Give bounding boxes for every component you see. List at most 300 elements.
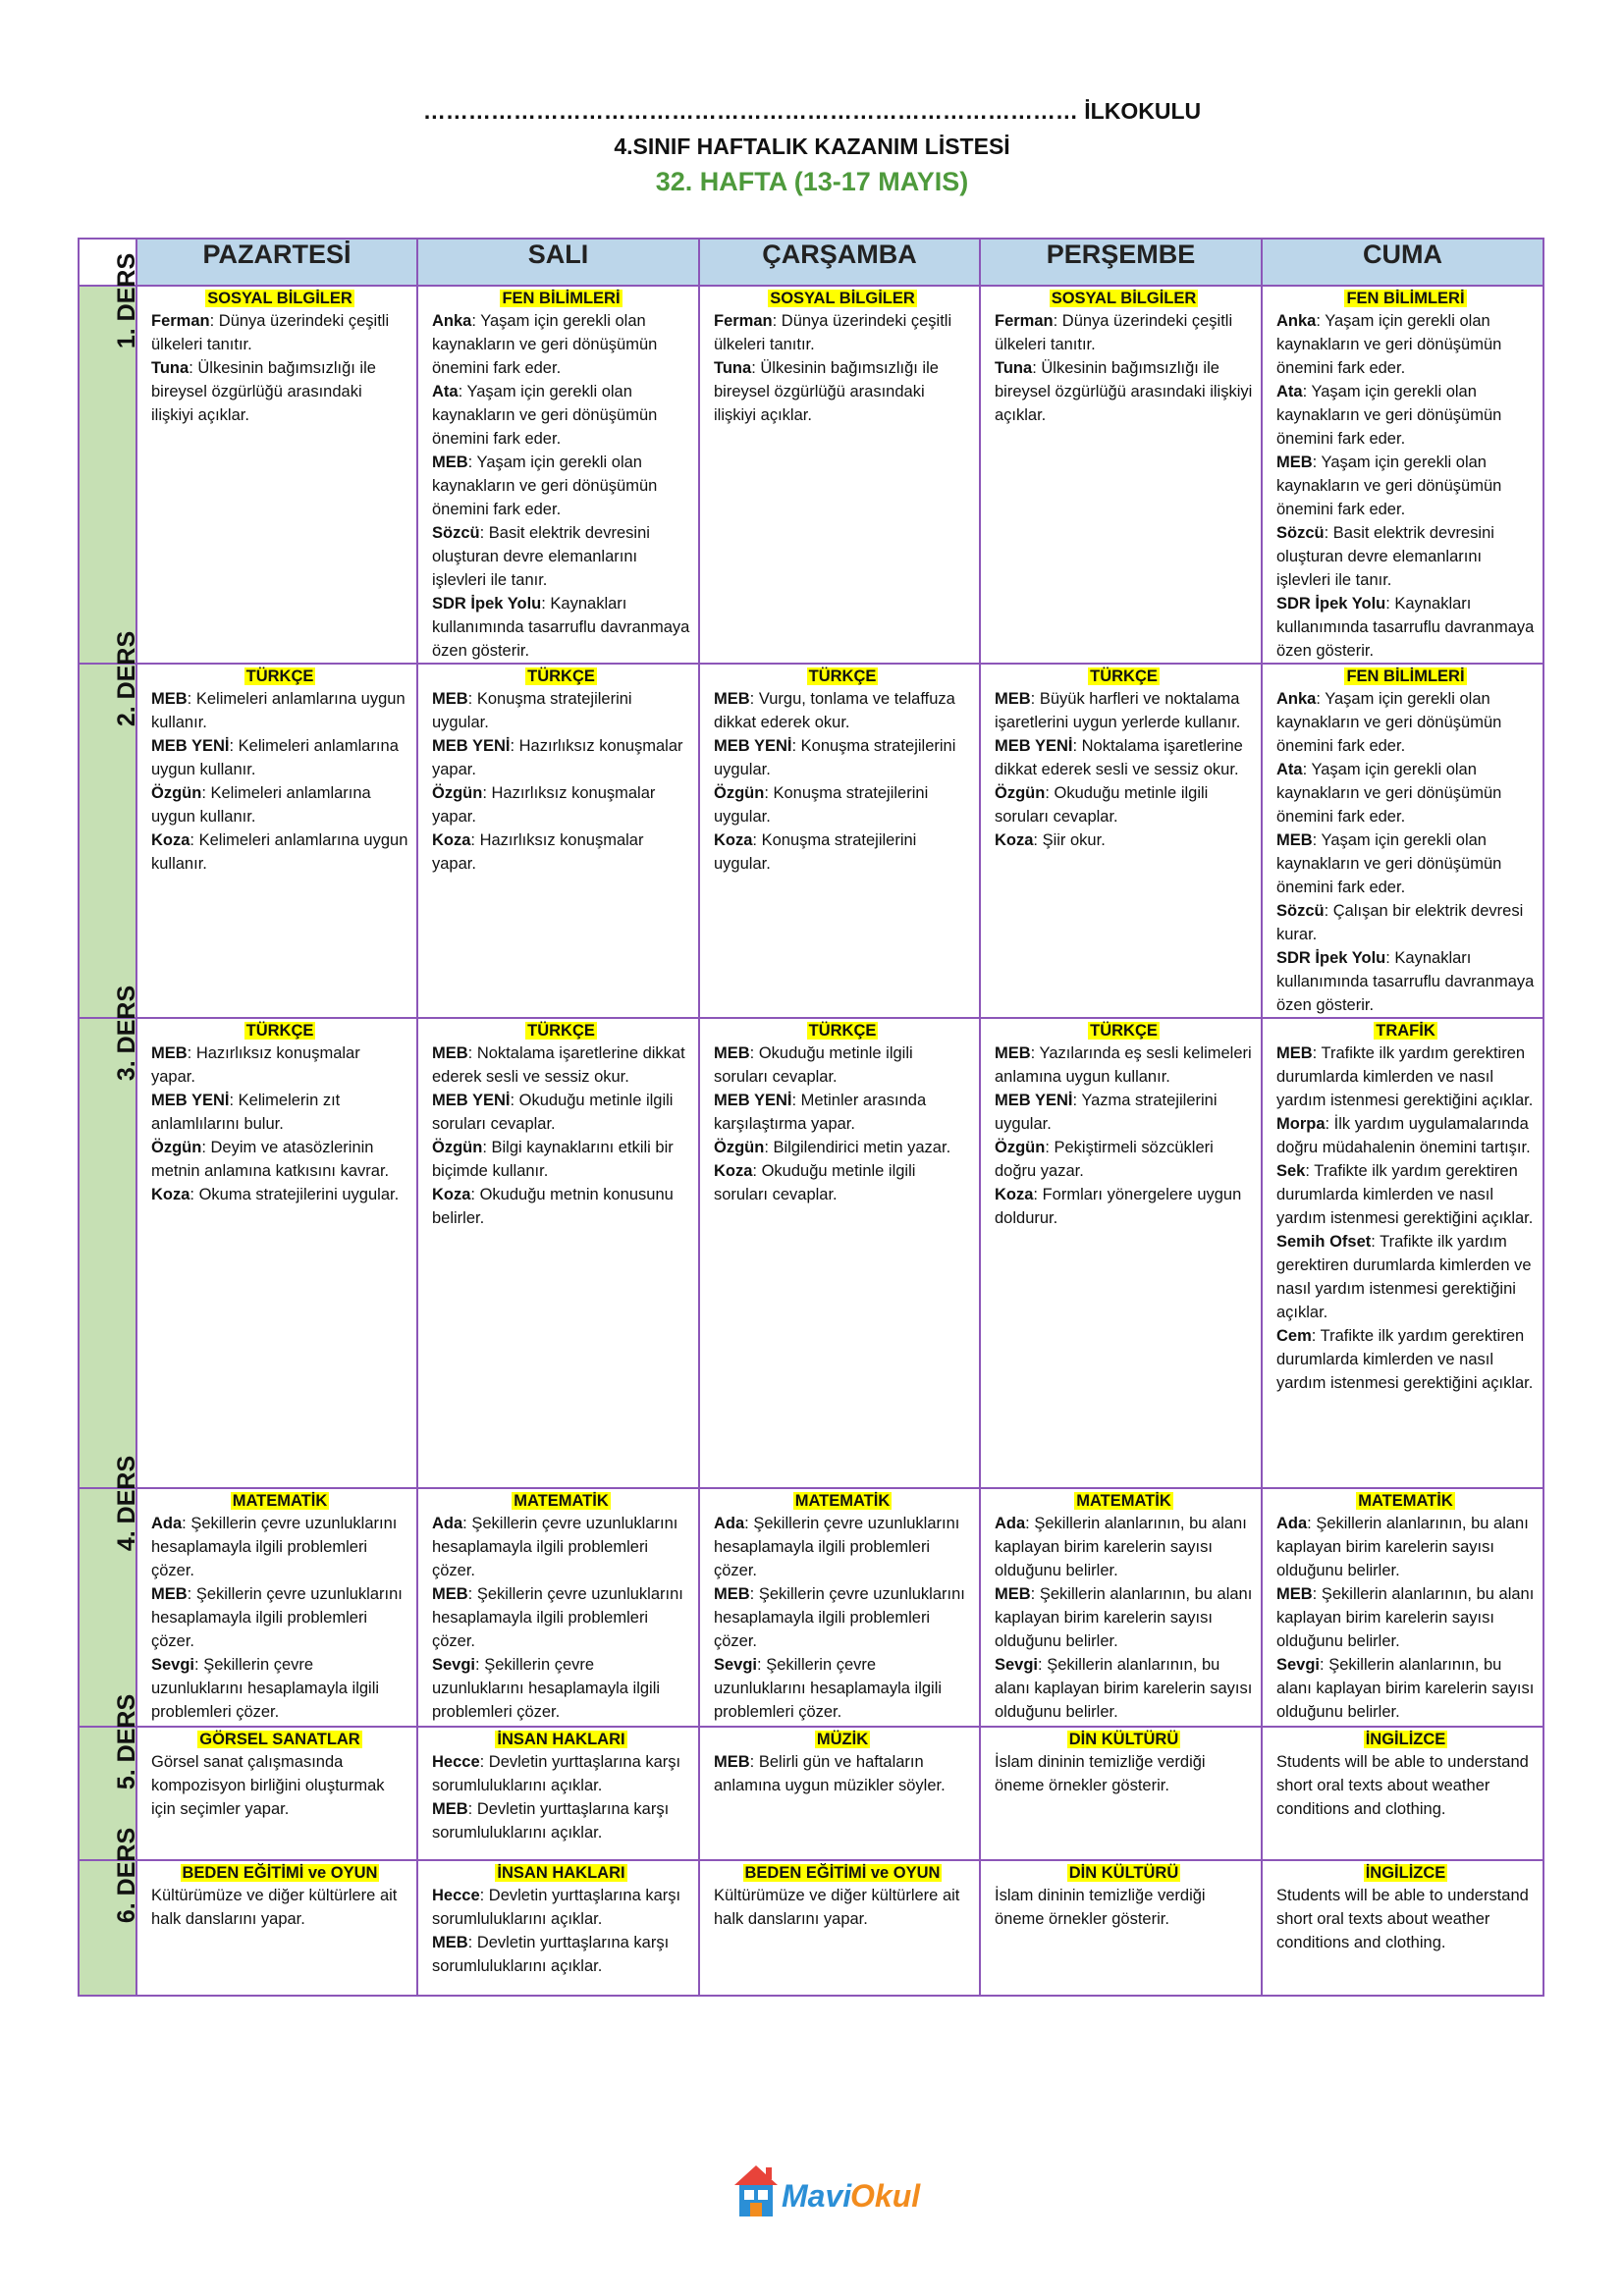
publisher-name: Koza	[432, 1186, 471, 1203]
publisher-name: MEB	[714, 1753, 750, 1771]
publisher-name: Ata	[432, 383, 459, 400]
outcome-text: : Formları yönergelere uygun doldurur.	[995, 1186, 1242, 1227]
outcome-text: : Kaynakları kullanımında tasarruflu davranmaya özen gösterir.	[1276, 949, 1535, 1014]
outcome-text: : Deyim ve atasözlerinin metnin anlamına katkısını kavrar.	[151, 1139, 390, 1180]
publisher-name: MEB	[151, 1585, 188, 1603]
outcome-entry	[714, 1512, 971, 1582]
publisher-name: MEB	[432, 1934, 468, 1951]
publisher-name: MEB	[995, 1044, 1031, 1062]
outcome-entry	[432, 521, 690, 592]
outcome-text: : Trafikte ilk yardım gerektiren durumlarda kimlerden ve nasıl yardım istenmesi gerektiğini açıklar.	[1276, 1233, 1532, 1321]
outcome-entry	[995, 734, 1253, 781]
outcome-text: : Metinler arasında karşılaştırma yapar.	[714, 1092, 927, 1133]
outcome-text: : Okuduğu metinle ilgili soruları cevaplar.	[995, 784, 1209, 826]
outcome-entry	[432, 1582, 690, 1653]
subject-highlight: FEN BİLİMLERİ	[1346, 290, 1465, 307]
publisher-name: Ada	[714, 1515, 745, 1532]
subject-highlight: TRAFİK	[1376, 1022, 1435, 1040]
outcome-text: Kültürümüze ve diğer kültürlere ait halk danslarını yapar.	[714, 1887, 960, 1928]
subject-title	[432, 1020, 690, 1041]
outcome-text: : Konuşma stratejilerini uygular.	[714, 737, 956, 778]
outcome-entry	[995, 828, 1253, 852]
schedule-cell	[136, 1488, 417, 1727]
outcome-entry	[432, 451, 690, 521]
subject-title	[151, 666, 408, 687]
publisher-name: Ada	[432, 1515, 463, 1532]
schedule-cell	[417, 1727, 699, 1860]
schedule-cell	[136, 1727, 417, 1860]
publisher-name: MEB	[714, 1044, 750, 1062]
lesson-row	[79, 286, 1543, 664]
outcome-entry	[151, 356, 408, 427]
subject-title	[714, 1862, 971, 1884]
subject-highlight: MATEMATİK	[1076, 1492, 1171, 1510]
lesson-row	[79, 1018, 1543, 1488]
lesson-label: 6. DERS	[113, 1827, 141, 1924]
outcome-entry	[714, 1136, 971, 1159]
outcome-text: Görsel sanat çalışmasında kompozisyon birliğini oluşturmak için seçimler yapar.	[151, 1753, 385, 1818]
outcome-text: : Konuşma stratejilerini uygular.	[714, 831, 917, 873]
outcome-text: : Şekillerin çevre uzunluklarını hesaplamayla ilgili problemleri çözer.	[714, 1515, 960, 1579]
publisher-name: Özgün	[151, 784, 202, 802]
subject-title	[151, 288, 408, 309]
outcome-entry	[995, 1653, 1253, 1724]
publisher-name: MEB	[1276, 1044, 1313, 1062]
publisher-name: MEB YENİ	[714, 737, 792, 755]
subject-title	[432, 1729, 690, 1750]
publisher-name: Semih Ofset	[1276, 1233, 1372, 1251]
subject-highlight: GÖRSEL SANATLAR	[199, 1731, 360, 1748]
outcome-text: : Ülkesinin bağımsızlığı ile bireysel özgürlüğü arasındaki ilişkiyi açıklar.	[714, 359, 939, 424]
publisher-name: Koza	[995, 1186, 1034, 1203]
outcome-text: Students will be able to understand short oral texts about weather conditions and clothing.	[1276, 1753, 1529, 1818]
subject-title	[151, 1862, 408, 1884]
subject-highlight: İNSAN HAKLARI	[497, 1864, 625, 1882]
lesson-label: 5. DERS	[113, 1693, 141, 1790]
subject-highlight: FEN BİLİMLERİ	[502, 290, 621, 307]
lesson-label: 4. DERS	[113, 1455, 141, 1552]
subject-title	[714, 1490, 971, 1512]
outcome-entry	[714, 1041, 971, 1089]
subject-title	[1276, 1020, 1535, 1041]
outcome-text: : Yaşam için gerekli olan kaynakların ve geri dönüşümün önemini fark eder.	[432, 383, 658, 448]
outcome-text: : Kelimeleri anlamlarına uygun kullanır.	[151, 690, 406, 731]
subject-title	[1276, 1729, 1535, 1750]
publisher-name: Koza	[995, 831, 1034, 849]
subject-title	[1276, 1490, 1535, 1512]
publisher-name: Ada	[151, 1515, 183, 1532]
subject-title	[151, 1729, 408, 1750]
schedule-cell	[1262, 286, 1543, 664]
outcome-text: : Okuduğu metinle ilgili soruları cevaplar.	[432, 1092, 674, 1133]
subject-title	[432, 288, 690, 309]
lesson-row	[79, 664, 1543, 1018]
outcome-text: : Hazırlıksız konuşmalar yapar.	[432, 737, 683, 778]
outcome-entry	[151, 828, 408, 876]
outcome-text: : Bilgi kaynaklarını etkili bir biçimde kullanır.	[432, 1139, 674, 1180]
outcome-text: : Kelimelerin zıt anlamlılarını bulur.	[151, 1092, 341, 1133]
outcome-entry	[432, 1512, 690, 1582]
publisher-name: Morpa	[1276, 1115, 1326, 1133]
outcome-text: : Pekiştirmeli sözcükleri doğru yazar.	[995, 1139, 1214, 1180]
day-header-wednesday: ÇARŞAMBA	[699, 239, 980, 286]
outcome-text: : Şekillerin alanlarının, bu alanı kaplayan birim karelerin sayısı olduğunu belirler.	[995, 1656, 1253, 1721]
outcome-entry	[151, 687, 408, 734]
outcome-text: : Yaşam için gerekli olan kaynakların ve geri dönüşümün önemini fark eder.	[1276, 454, 1502, 518]
subject-highlight: TÜRKÇE	[1090, 1022, 1158, 1040]
publisher-name: MEB	[995, 690, 1031, 708]
subject-title	[432, 666, 690, 687]
publisher-name: MEB	[151, 1044, 188, 1062]
publisher-name: MEB YENİ	[151, 1092, 230, 1109]
publisher-name: Sevgi	[1276, 1656, 1321, 1674]
outcome-entry	[1276, 1653, 1535, 1724]
publisher-name: MEB YENİ	[714, 1092, 792, 1109]
outcome-entry	[151, 734, 408, 781]
publisher-name: MEB	[995, 1585, 1031, 1603]
outcome-entry	[432, 734, 690, 781]
publisher-name: Özgün	[714, 784, 765, 802]
outcome-text: : Hazırlıksız konuşmalar yapar.	[432, 784, 656, 826]
outcome-text: : Şiir okur.	[1033, 831, 1106, 849]
publisher-name: MEB	[151, 690, 188, 708]
lesson-label-cell	[79, 1827, 141, 1996]
publisher-name: MEB YENİ	[995, 737, 1073, 755]
outcome-entry	[714, 1089, 971, 1136]
schedule-cell	[136, 1018, 417, 1488]
publisher-name: Koza	[714, 831, 753, 849]
schedule-cell	[980, 1860, 1262, 1996]
publisher-name: Özgün	[714, 1139, 765, 1156]
outcome-text: : Kelimeleri anlamlarına uygun kullanır.	[151, 784, 371, 826]
subject-highlight: SOSYAL BİLGİLER	[207, 290, 352, 307]
outcome-entry	[995, 1512, 1253, 1582]
publisher-name: Sevgi	[714, 1656, 758, 1674]
schedule-cell	[417, 1488, 699, 1727]
outcome-text: : Yaşam için gerekli olan kaynakların ve geri dönüşümün önemini fark eder.	[1276, 690, 1502, 755]
subject-title	[151, 1020, 408, 1041]
outcome-text: : Devletin yurttaşlarına karşı sorumluluklarını açıklar.	[432, 1800, 670, 1842]
outcome-entry	[995, 1089, 1253, 1136]
lesson-label-cell	[79, 985, 141, 1488]
outcome-text: Students will be able to understand short oral texts about weather conditions and clothing.	[1276, 1887, 1529, 1951]
lesson-label: 3. DERS	[113, 985, 141, 1082]
outcome-text: : Kelimeleri anlamlarına uygun kullanır.	[151, 831, 408, 873]
subject-highlight: MÜZİK	[816, 1731, 869, 1748]
publisher-name: Koza	[714, 1162, 753, 1180]
subject-highlight: MATEMATİK	[794, 1492, 891, 1510]
day-header-thursday: PERŞEMBE	[980, 239, 1262, 286]
subject-title	[714, 666, 971, 687]
publisher-name: Sevgi	[995, 1656, 1039, 1674]
outcome-entry	[1276, 451, 1535, 521]
outcome-text: : Okuduğu metinle ilgili soruları cevaplar.	[714, 1162, 916, 1203]
publisher-name: Koza	[432, 831, 471, 849]
outcome-entry	[1276, 1582, 1535, 1653]
outcome-text: İslam dininin temizliğe verdiği öneme örnekler gösterir.	[995, 1753, 1206, 1794]
subject-title	[995, 1862, 1253, 1884]
subject-title	[995, 666, 1253, 687]
publisher-name: MEB	[1276, 1585, 1313, 1603]
outcome-entry	[151, 1750, 408, 1821]
outcome-text: : Şekillerin çevre uzunluklarını hesaplamayla ilgili problemleri çözer.	[151, 1656, 380, 1721]
outcome-entry	[151, 1089, 408, 1136]
schedule-cell	[980, 1488, 1262, 1727]
schedule-cell	[980, 664, 1262, 1018]
outcome-text: : Ülkesinin bağımsızlığı ile bireysel özgürlüğü arasındaki ilişkiyi açıklar.	[151, 359, 376, 424]
subject-title	[432, 1490, 690, 1512]
publisher-name: MEB	[714, 690, 750, 708]
outcome-text: : Noktalama işaretlerine dikkat ederek sesli ve sessiz okur.	[432, 1044, 685, 1086]
subject-title	[1276, 666, 1535, 687]
outcome-entry	[714, 356, 971, 427]
schedule-cell	[1262, 1018, 1543, 1488]
lesson-label-cell	[79, 1455, 141, 1727]
outcome-text: : Şekillerin alanlarının, bu alanı kaplayan birim karelerin sayısı olduğunu belirler.	[1276, 1656, 1535, 1721]
outcome-entry	[1276, 309, 1535, 380]
subject-title	[714, 1729, 971, 1750]
outcome-text: : Dünya üzerindeki çeşitli ülkeleri tanıtır.	[995, 312, 1233, 353]
schedule-cell	[1262, 1488, 1543, 1727]
outcome-entry	[432, 1750, 690, 1797]
outcome-text: : Okuma stratejilerini uygular.	[189, 1186, 400, 1203]
outcome-text: : Şekillerin çevre uzunluklarını hesaplamayla ilgili problemleri çözer.	[714, 1656, 943, 1721]
subject-highlight: MATEMATİK	[1358, 1492, 1453, 1510]
subject-title	[1276, 288, 1535, 309]
subject-title	[995, 1020, 1253, 1041]
outcome-text: : Çalışan bir elektrik devresi kurar.	[1276, 902, 1524, 943]
outcome-text: : Şekillerin çevre uzunluklarını hesaplamayla ilgili problemleri çözer.	[432, 1515, 678, 1579]
outcome-text: : Şekillerin alanlarının, bu alanı kaplayan birim karelerin sayısı olduğunu belirler.	[995, 1515, 1247, 1579]
subject-highlight: DİN KÜLTÜRÜ	[1068, 1864, 1179, 1882]
outcome-text: : Yaşam için gerekli olan kaynakların ve geri dönüşümün önemini fark eder.	[1276, 312, 1502, 377]
lesson-row	[79, 1860, 1543, 1996]
outcome-entry	[714, 687, 971, 734]
outcome-text: : Kelimeleri anlamlarına uygun kullanır.	[151, 737, 399, 778]
outcome-entry	[432, 309, 690, 380]
outcome-entry	[714, 309, 971, 356]
publisher-name: Tuna	[714, 359, 752, 377]
publisher-name: MEB	[714, 1585, 750, 1603]
outcome-text: : Hazırlıksız konuşmalar yapar.	[432, 831, 644, 873]
outcome-entry	[995, 1884, 1253, 1931]
outcome-text: : Devletin yurttaşlarına karşı sorumluluklarını açıklar.	[432, 1753, 681, 1794]
school-name: …………………………………………………………………………… İLKOKULU	[422, 98, 1202, 124]
publisher-name: Sözcü	[1276, 524, 1325, 542]
maviokul-logo	[731, 2158, 921, 2222]
outcome-entry	[432, 781, 690, 828]
schedule-cell	[136, 664, 417, 1018]
outcome-text: : Kaynakları kullanımında tasarruflu davranmaya özen gösterir.	[1276, 595, 1535, 660]
subject-title	[151, 1490, 408, 1512]
outcome-entry	[432, 1136, 690, 1183]
schedule-cell	[417, 1860, 699, 1996]
outcome-entry	[1276, 1750, 1535, 1821]
outcome-entry	[1276, 828, 1535, 899]
publisher-name: Sevgi	[432, 1656, 476, 1674]
outcome-text: : Dünya üzerindeki çeşitli ülkeleri tanıtır.	[151, 312, 390, 353]
schedule-cell	[699, 1860, 980, 1996]
subject-highlight: TÜRKÇE	[245, 667, 314, 685]
publisher-name: Cem	[1276, 1327, 1312, 1345]
outcome-text: : Devletin yurttaşlarına karşı sorumluluklarını açıklar.	[432, 1934, 670, 1975]
week-title: 32. HAFTA (13-17 MAYIS)	[655, 167, 969, 196]
outcome-text: : Okuduğu metnin konusunu belirler.	[432, 1186, 674, 1227]
outcome-text: : Şekillerin çevre uzunluklarını hesaplamayla ilgili problemleri çözer.	[432, 1585, 683, 1650]
outcome-entry	[432, 1183, 690, 1230]
outcome-entry	[151, 1512, 408, 1582]
publisher-name: SDR İpek Yolu	[432, 595, 542, 613]
publisher-name: MEB YENİ	[432, 737, 511, 755]
publisher-name: Sevgi	[151, 1656, 195, 1674]
outcome-text: : Devletin yurttaşlarına karşı sorumluluklarını açıklar.	[432, 1887, 681, 1928]
publisher-name: MEB	[432, 690, 468, 708]
publisher-name: Ata	[1276, 383, 1303, 400]
outcome-entry	[714, 828, 971, 876]
outcome-text: : Ülkesinin bağımsızlığı ile bireysel özgürlüğü arasındaki ilişkiyi açıklar.	[995, 359, 1253, 424]
outcome-entry	[432, 380, 690, 451]
outcome-entry	[995, 1582, 1253, 1653]
outcome-text: : Trafikte ilk yardım gerektiren durumlarda kimlerden ve nasıl yardım istenmesi gerektiğini açıklar.	[1276, 1162, 1534, 1227]
outcome-entry	[1276, 946, 1535, 1017]
publisher-name: MEB YENİ	[432, 1092, 511, 1109]
publisher-name: Ata	[1276, 761, 1303, 778]
outcome-text: : Vurgu, tonlama ve telaffuza dikkat ederek okur.	[714, 690, 955, 731]
outcome-text: : Hazırlıksız konuşmalar yapar.	[151, 1044, 360, 1086]
schedule-cell	[699, 664, 980, 1018]
outcome-entry	[1276, 687, 1535, 758]
publisher-name: Hecce	[432, 1887, 480, 1904]
outcome-entry	[1276, 1324, 1535, 1395]
publisher-name: Ferman	[151, 312, 210, 330]
subject-highlight: FEN BİLİMLERİ	[1346, 667, 1465, 685]
outcome-text: : Belirli gün ve haftaların anlamına uygun müzikler söyler.	[714, 1753, 946, 1794]
outcome-text: : Trafikte ilk yardım gerektiren durumlarda kimlerden ve nasıl yardım istenmesi gerektiğini açıklar.	[1276, 1327, 1534, 1392]
outcome-text: : Yaşam için gerekli olan kaynakların ve geri dönüşümün önemini fark eder.	[1276, 383, 1502, 448]
outcome-entry	[995, 1750, 1253, 1797]
lesson-label: 2. DERS	[113, 630, 141, 727]
subject-highlight: BEDEN EĞİTİMİ ve OYUN	[182, 1864, 378, 1882]
subject-highlight: SOSYAL BİLGİLER	[770, 290, 915, 307]
publisher-name: Tuna	[151, 359, 189, 377]
schedule-cell	[136, 286, 417, 664]
schedule-cell	[417, 664, 699, 1018]
outcome-entry	[714, 1582, 971, 1653]
outcome-entry	[1276, 380, 1535, 451]
outcome-entry	[714, 1653, 971, 1724]
outcome-entry	[995, 781, 1253, 828]
subject-highlight: BEDEN EĞİTİMİ ve OYUN	[744, 1864, 941, 1882]
publisher-name: SDR İpek Yolu	[1276, 595, 1386, 613]
outcome-entry	[995, 1136, 1253, 1183]
publisher-name: Ada	[1276, 1515, 1308, 1532]
subject-highlight: MATEMATİK	[514, 1492, 609, 1510]
publisher-name: Anka	[432, 312, 472, 330]
outcome-entry	[995, 687, 1253, 734]
outcome-text: : Yaşam için gerekli olan kaynakların ve geri dönüşümün önemini fark eder.	[1276, 761, 1502, 826]
outcome-text: : Konuşma stratejilerini uygular.	[714, 784, 929, 826]
publisher-name: MEB YENİ	[151, 737, 230, 755]
outcome-text: : Bilgilendirici metin yazar.	[764, 1139, 951, 1156]
publisher-name: Özgün	[432, 784, 483, 802]
outcome-entry	[714, 734, 971, 781]
subject-highlight: TÜRKÇE	[808, 667, 877, 685]
outcome-text: : Şekillerin çevre uzunluklarını hesaplamayla ilgili problemleri çözer.	[151, 1515, 398, 1579]
subject-highlight: TÜRKÇE	[527, 667, 595, 685]
outcome-text: İslam dininin temizliğe verdiği öneme örnekler gösterir.	[995, 1887, 1206, 1928]
publisher-name: Ada	[995, 1515, 1026, 1532]
outcome-entry	[714, 1750, 971, 1797]
outcome-entry	[1276, 1884, 1535, 1954]
publisher-name: Hecce	[432, 1753, 480, 1771]
publisher-name: MEB	[1276, 831, 1313, 849]
outcome-entry	[1276, 758, 1535, 828]
publisher-name: MEB	[432, 454, 468, 471]
outcome-text: : Basit elektrik devresini oluşturan devre elemanlarını işlevleri ile tanır.	[432, 524, 650, 589]
outcome-entry	[432, 1797, 690, 1844]
publisher-name: SDR İpek Yolu	[1276, 949, 1386, 967]
publisher-name: MEB YENİ	[995, 1092, 1073, 1109]
outcome-entry	[432, 687, 690, 734]
publisher-name: Tuna	[995, 359, 1033, 377]
outcome-entry	[432, 1041, 690, 1089]
subject-highlight: İNGİLİZCE	[1365, 1864, 1446, 1882]
outcome-text: : Yaşam için gerekli olan kaynakların ve geri dönüşümün önemini fark eder.	[432, 454, 658, 518]
day-header-friday: CUMA	[1262, 239, 1543, 286]
subject-highlight: SOSYAL BİLGİLER	[1051, 290, 1197, 307]
outcome-text: : Trafikte ilk yardım gerektiren durumlarda kimlerden ve nasıl yardım istenmesi gerektiğini açıklar.	[1276, 1044, 1534, 1109]
outcome-text: : Şekillerin alanlarının, bu alanı kaplayan birim karelerin sayısı olduğunu belirler.	[1276, 1515, 1529, 1579]
subject-title	[714, 1020, 971, 1041]
outcome-entry	[151, 309, 408, 356]
publisher-name: Anka	[1276, 312, 1317, 330]
outcome-entry	[995, 309, 1253, 356]
schedule-cell	[136, 1860, 417, 1996]
outcome-text: : Yaşam için gerekli olan kaynakların ve geri dönüşümün önemini fark eder.	[1276, 831, 1502, 896]
outcome-text: : Şekillerin alanlarının, bu alanı kaplayan birim karelerin sayısı olduğunu belirler.	[1276, 1585, 1535, 1650]
publisher-name: Özgün	[432, 1139, 483, 1156]
outcome-text: : Şekillerin alanlarının, bu alanı kaplayan birim karelerin sayısı olduğunu belirler.	[995, 1585, 1253, 1650]
outcome-entry	[432, 1653, 690, 1724]
publisher-name: Sek	[1276, 1162, 1306, 1180]
outcome-entry	[714, 1159, 971, 1206]
subject-highlight: DİN KÜLTÜRÜ	[1068, 1731, 1179, 1748]
outcome-entry	[714, 781, 971, 828]
subject-title	[995, 1729, 1253, 1750]
day-header-tuesday: SALI	[417, 239, 699, 286]
schedule-cell	[699, 286, 980, 664]
outcome-text: : Şekillerin çevre uzunluklarını hesaplamayla ilgili problemleri çözer.	[432, 1656, 661, 1721]
lesson-label: 1. DERS	[113, 252, 141, 349]
subject-title	[995, 1490, 1253, 1512]
subject-highlight: TÜRKÇE	[1090, 667, 1158, 685]
days-header-row	[79, 239, 1543, 286]
publisher-name: Özgün	[151, 1139, 202, 1156]
subject-highlight: MATEMATİK	[232, 1492, 328, 1510]
schedule-cell	[699, 1488, 980, 1727]
outcome-entry	[995, 1183, 1253, 1230]
publisher-name: MEB	[432, 1800, 468, 1818]
outcome-entry	[151, 1136, 408, 1183]
schedule-table	[78, 238, 1544, 1997]
outcome-entry	[1276, 1512, 1535, 1582]
outcome-text: : Noktalama işaretlerine dikkat ederek sesli ve sessiz okur.	[995, 737, 1243, 778]
publisher-name: Özgün	[995, 1139, 1046, 1156]
outcome-entry	[995, 356, 1253, 427]
outcome-entry	[432, 1884, 690, 1931]
subject-title	[1276, 1862, 1535, 1884]
publisher-name: Sözcü	[432, 524, 480, 542]
